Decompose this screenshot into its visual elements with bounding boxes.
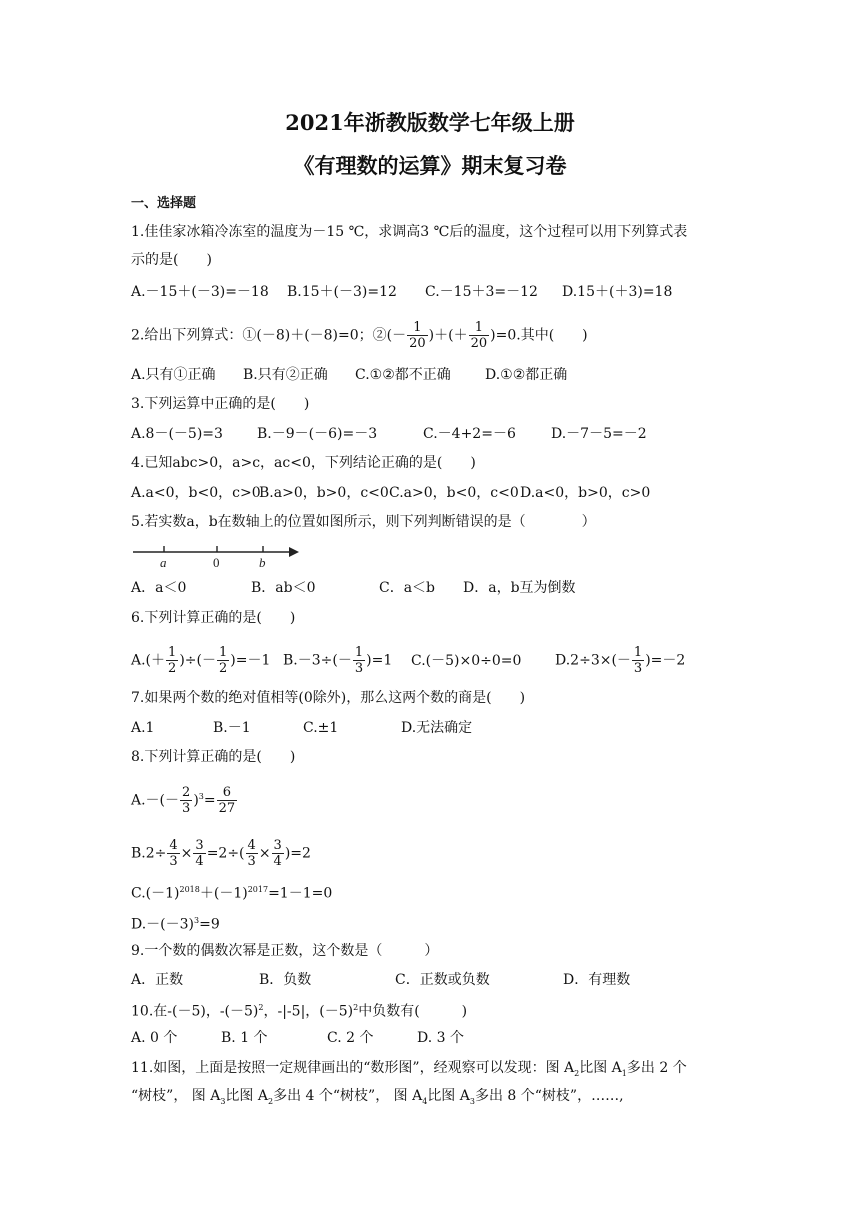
q8-stem: 8.下列计算正确的是( ) — [131, 749, 296, 765]
q1-option-c: C.－15＋3=－12 — [425, 284, 538, 300]
axis-label-0: 0 — [213, 555, 220, 570]
q11-stem-line2: “树枝”， 图 $A_3$比图 $A_2$多出 4 个“树枝”， 图 $A_4$比图 $A_3$多出 8 个“树枝”，……, — [131, 1088, 624, 1106]
q2-options — [131, 365, 567, 385]
q7-option-a: A.1 — [131, 720, 155, 736]
q10-option-a: A. 0 个 — [131, 1030, 178, 1046]
q3-stem: 3.下列运算中正确的是( ) — [131, 396, 310, 412]
fraction: $\frac{4}{3}$ — [247, 838, 256, 869]
fraction: $\frac{3}{4}$ — [273, 838, 282, 869]
q5-options — [131, 578, 576, 598]
q1-stem-line2: 示的是( ) — [131, 252, 212, 268]
arrow-head-icon — [289, 547, 299, 557]
q4-stem: 4.已知abc>0，a>c，ac<0，下列结论正确的是( ) — [131, 455, 476, 471]
q10-stem: 10.在-(－5)，$-(-5)^2$，-|-5|，$(-5)^2$中负数有( ) — [131, 1003, 468, 1020]
q5-stem: 5.若实数a，b在数轴上的位置如图所示，则下列判断错误的是（ ） — [131, 514, 596, 530]
q6-stem: 6.下列计算正确的是( ) — [131, 610, 296, 626]
fraction: $\frac{1}{3}$ — [633, 645, 643, 676]
q4-option-c: C.a>0，b<0，c<0 — [389, 485, 519, 501]
q1-option-a: A.－15＋(－3)=－18 — [131, 284, 269, 300]
section-heading: 一、选择题 — [131, 196, 197, 211]
q3-option-b: B.－9－(－6)=－3 — [257, 426, 378, 442]
q8-option-d: $D.-(-3)^3=9$ — [131, 916, 220, 933]
q4-option-b: B.a>0，b>0，c<0 — [259, 485, 389, 501]
page-title: 2021年浙教版数学七年级上册 — [285, 110, 575, 135]
q4-option-d: D.a<0，b>0，c>0 — [520, 485, 651, 501]
q3-option-d: D.－7－5=－2 — [551, 426, 647, 442]
q6-option-a: A.(＋ $\frac{1}{2}$ )÷(－ $\frac{1}{2}$ )=－1 — [131, 645, 271, 676]
q9-option-b: B．负数 — [259, 972, 312, 988]
axis-label-a: a — [160, 555, 167, 570]
q7-option-b: B.－1 — [213, 720, 251, 736]
q2-option-d: D.①②都正确 — [485, 367, 568, 383]
fraction: $\frac{1}{2}$ — [218, 645, 228, 676]
q1-stem-line1: 1.佳佳家冰箱冷冻室的温度为－15 ℃，求调高3 ℃后的温度，这个过程可以用下列算式表 — [131, 224, 688, 240]
q6-option-b: B.－3÷(－ $\frac{1}{3}$ )=1 — [283, 645, 393, 676]
q3-option-c: C.－4+2=－6 — [423, 426, 516, 442]
q6-option-c: C.(－5)×0÷0=0 — [411, 652, 522, 669]
q8-option-a: A.－(－ $\frac{2}{3}$ )$^3$= $\frac{6}{27}$ — [131, 785, 236, 816]
fraction: $\frac{3}{4}$ — [195, 838, 204, 869]
q2-option-c: C.①②都不正确 — [355, 367, 451, 383]
q10-options — [131, 1028, 464, 1048]
axis-label-b: b — [259, 555, 266, 570]
q4-option-a: A.a<0，b<0，c>0 — [131, 485, 261, 501]
q6-options — [131, 645, 685, 676]
q7-option-d: D.无法确定 — [401, 720, 473, 736]
number-line-figure — [131, 540, 301, 572]
q8-option-c: $C.(-1)^{2018}+(-1)^{2017}=1-1=0$ — [131, 885, 333, 902]
q3-option-a: A.8－(－5)=3 — [131, 426, 223, 442]
q8-option-b: B.2÷ $\frac{4}{3}$ × $\frac{3}{4}$ =2÷( $\frac{4}{3}$ × $\frac{3}{4}$ )=2 — [131, 838, 311, 869]
q9-stem: 9.一个数的偶数次幂是正数，这个数是（ ） — [131, 943, 439, 959]
q4-options — [131, 483, 650, 503]
fraction: $\frac{1}{20}$ — [470, 320, 488, 351]
q3-options — [131, 424, 647, 444]
fraction: $\frac{4}{3}$ — [169, 838, 178, 869]
q9-option-d: D．有理数 — [563, 972, 631, 988]
q1-option-d: D.15＋(＋3)=18 — [562, 284, 673, 300]
q5-option-a: A．a＜0 — [131, 580, 187, 596]
q6-option-d: D.2÷3×(－ $\frac{1}{3}$ )=－2 — [555, 645, 686, 676]
q2-stem: 2.给出下列算式：①(－8)＋(－8)=0；②(－ $\frac{1}{20}$ )＋(＋ $\frac{1}{20}$ )=0.其中( ) — [131, 320, 588, 351]
q7-options — [131, 718, 472, 738]
q10-option-c: C. 2 个 — [327, 1030, 374, 1046]
q5-option-c: C．a＜b — [379, 580, 436, 596]
page-subtitle: 《有理数的运算》期末复习卷 — [293, 153, 567, 178]
q5-option-d: D．a，b互为倒数 — [463, 580, 576, 596]
q2-option-b: B.只有②正确 — [243, 367, 328, 383]
q9-option-c: C．正数或负数 — [395, 972, 490, 988]
q1-option-b: B.15＋(－3)=12 — [287, 284, 397, 300]
q7-option-c: C.±1 — [303, 720, 339, 736]
q10-option-d: D. 3 个 — [417, 1030, 464, 1046]
q11-stem-line1: 11.如图，上面是按照一定规律画出的“数形图”，经观察可以发现：图 $A_2$比图 $A_1$多出 2 个 — [131, 1060, 687, 1078]
fraction: $\frac{6}{27}$ — [218, 785, 236, 816]
fraction: $\frac{1}{2}$ — [168, 645, 177, 676]
fraction: $\frac{2}{3}$ — [182, 785, 191, 816]
fraction: $\frac{1}{20}$ — [409, 320, 426, 351]
q1-options — [131, 282, 672, 302]
q9-option-a: A．正数 — [131, 972, 184, 988]
q10-option-b: B. 1 个 — [221, 1030, 268, 1046]
q2-option-a: A.只有①正确 — [131, 367, 216, 383]
q7-stem: 7.如果两个数的绝对值相等(0除外)，那么这两个数的商是( ) — [131, 690, 526, 706]
q5-option-b: B．ab＜0 — [251, 580, 316, 596]
q9-options — [131, 970, 630, 990]
fraction: $\frac{1}{3}$ — [354, 645, 364, 676]
